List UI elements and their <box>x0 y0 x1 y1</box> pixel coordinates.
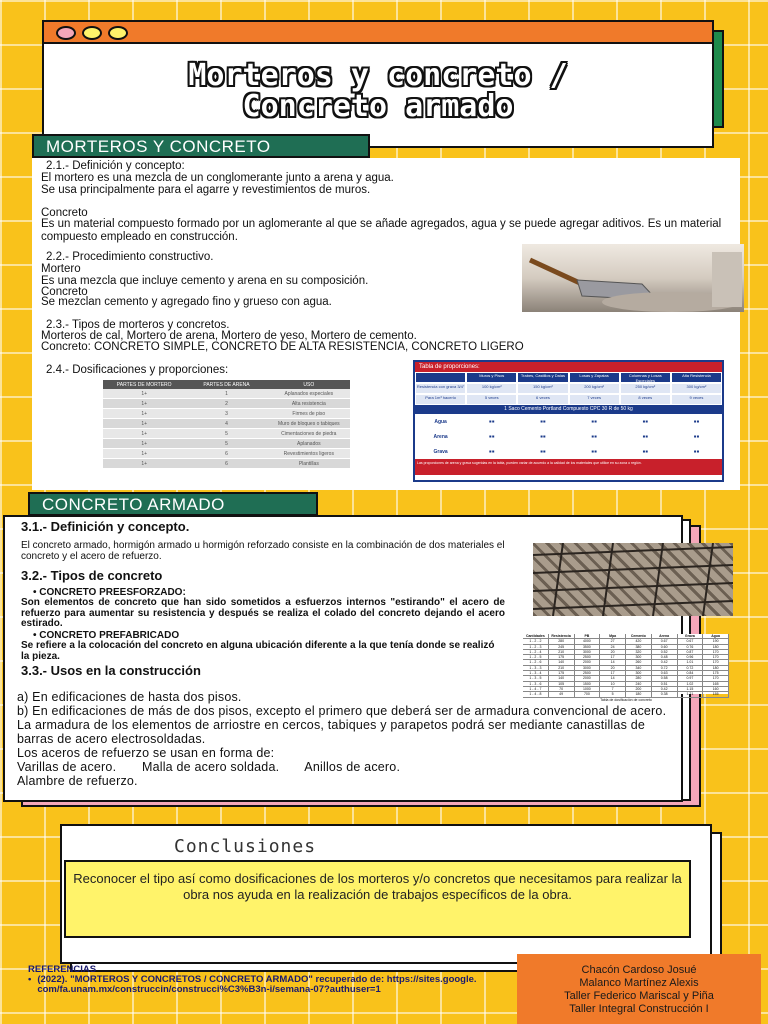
concrete-cell: 180 <box>703 645 729 649</box>
concreto-definition: Es un material compuesto formado por un aglomerante al que se añade agregados, agua y se puede agregar aditivos. Es un material compuesto empleado en construcción. <box>41 218 722 243</box>
bucket-icon: ▪▪ <box>540 447 546 456</box>
h32: 3.2.- Tipos de concreto <box>21 568 163 583</box>
dosage-cell: 5 <box>225 440 228 447</box>
concrete-header-cell: Resistencia <box>549 634 575 638</box>
concrete-cell: 170 <box>703 676 729 680</box>
bucket-icon: ▪▪ <box>591 447 597 456</box>
concrete-cell: 180 <box>626 692 652 696</box>
concrete-cell: 245 <box>549 645 575 649</box>
proportions-cell: 6 veces <box>517 394 568 405</box>
concrete-cell: 0.96 <box>678 655 704 659</box>
concrete-cell: 2500 <box>575 655 601 659</box>
concrete-cell: 340 <box>626 666 652 670</box>
proportions-title: Tabla de proporciones: <box>415 362 722 372</box>
bucket-icon: ▪▪ <box>540 417 546 426</box>
concrete-cell: 5 <box>600 692 626 696</box>
proportions-materials <box>415 414 722 459</box>
usos-f: Alambre de refuerzo. <box>17 774 138 788</box>
page-title-line2: Concreto armado <box>242 89 514 124</box>
concrete-cell: 1.01 <box>678 660 704 664</box>
concrete-cell: 280 <box>549 639 575 643</box>
tipos-concreto: Concreto: CONCRETO SIMPLE, CONCRETO DE ALTA RESISTENCIA, CONCRETO LIGERO <box>41 341 524 353</box>
concrete-cell: 4000 <box>575 639 601 643</box>
bucket-icon: ▪▪ <box>693 432 700 441</box>
concrete-cell: 3000 <box>575 650 601 654</box>
concrete-cell: 1.21 <box>678 692 704 696</box>
dosage-cell: 4 <box>225 420 228 427</box>
concrete-cell: 20 <box>600 666 626 670</box>
dosage-cell: 3 <box>225 410 228 417</box>
reference-bullet: • <box>28 974 32 985</box>
proportions-row-volume <box>415 394 722 405</box>
dosage-cell: 1 <box>225 390 228 397</box>
proportions-header-cell: Columnas y Losas Especiales <box>620 372 671 383</box>
def-mortero-1: El mortero es una mezcla de un conglomerante junto a arena y agua. <box>41 172 394 184</box>
usos-c: La armadura de los elementos de arriostre en cercos, tabiques y parapetos podrá ser mediante canastillas de barras de acero electrosoldadas. <box>17 718 645 746</box>
dosage-cell: Muro de bloques o tabiques <box>277 420 340 427</box>
bullet-prefabricado-text: Se refiere a la colocación del concreto en alguna ubicación diferente a la que tenía donde se realizó la pieza. <box>21 640 495 662</box>
section-band-morteros: MORTEROS Y CONCRETO <box>32 134 370 158</box>
proportions-cell: 100 kg/cm² <box>466 383 517 394</box>
concrete-cell: 1 - 2 - 2 <box>523 639 549 643</box>
dosage-cell: 5 <box>225 430 228 437</box>
concrete-cell: 1 - 4 - 7 <box>523 687 549 691</box>
bucket-icon: ▪▪ <box>642 417 649 426</box>
dosage-cell: 1+ <box>141 400 148 407</box>
author-2: Malanco Martínez Alexis <box>579 977 699 989</box>
concrete-cell: 0.97 <box>678 676 704 680</box>
concrete-cell: 70 <box>549 687 575 691</box>
dosage-table-row <box>103 439 350 449</box>
dosage-cell: Aplanados <box>297 440 321 447</box>
concrete-cell: 175 <box>549 671 575 675</box>
proportions-cell: 8 veces <box>620 394 671 405</box>
concrete-header-cell: Mpa <box>600 634 626 638</box>
concrete-cell: 155 <box>703 692 729 696</box>
concrete-cell: 1 - 3 - 6 <box>523 682 549 686</box>
concrete-cell: 190 <box>703 639 729 643</box>
concrete-cell: 1 - 2 - 6 <box>523 660 549 664</box>
references <box>28 965 498 995</box>
concrete-cell: 0.72 <box>678 666 704 670</box>
dosage-table-row <box>103 399 350 409</box>
proportions-cell: 9 veces <box>671 394 722 405</box>
dosage-cell: Revestimientos ligeros <box>283 450 334 457</box>
material-label: Agua <box>434 418 447 425</box>
tipos-heading: 2.3.- Tipos de morteros y concretos. <box>46 319 230 331</box>
concrete-cell: 14 <box>600 660 626 664</box>
dosage-cell: 1+ <box>141 410 148 417</box>
proc-mortero-label: Mortero <box>41 263 81 275</box>
concrete-cell: 0.67 <box>678 639 704 643</box>
concrete-cell: 175 <box>549 655 575 659</box>
bucket-icon: ▪▪ <box>591 432 597 441</box>
proportions-table <box>413 360 724 482</box>
concrete-cell: 170 <box>703 650 729 654</box>
concrete-cell: 3000 <box>575 666 601 670</box>
concrete-cell: 0.42 <box>652 687 678 691</box>
dosage-cell: 1+ <box>141 460 148 467</box>
concrete-cell: 0.67 <box>652 639 678 643</box>
concrete-cell: 140 <box>549 676 575 680</box>
concrete-cell: 10 <box>600 682 626 686</box>
concrete-cell: 700 <box>575 692 601 696</box>
dosage-table-row <box>103 389 350 399</box>
dosage-table <box>103 380 350 470</box>
bucket-icon: ▪▪ <box>642 447 649 456</box>
proportions-cell: 150 kg/cm² <box>517 383 568 394</box>
dosage-cell: 1+ <box>141 450 148 457</box>
dosage-table-row <box>103 429 350 439</box>
workshop-name: Taller Federico Mariscal y Piña <box>564 990 714 1002</box>
proc-concreto-text: Se mezclan cemento y agregado fino y grueso con agua. <box>41 296 332 308</box>
concrete-cell: 380 <box>626 645 652 649</box>
dosage-table-row <box>103 449 350 459</box>
proc-concreto-label: Concreto <box>41 286 88 298</box>
usos-b: b) En edificaciones de más de dos pisos, excepto el primero que deberá ser de armadura convencional de acero. <box>17 704 667 718</box>
concrete-cell: 14 <box>600 676 626 680</box>
proportions-cell: Para 1m³ hacerlo <box>415 394 466 405</box>
concrete-cell: 0.52 <box>652 650 678 654</box>
bucket-icon: ▪▪ <box>488 432 495 441</box>
bullet-preesforzado-title: • CONCRETO PREESFORZADO: <box>33 587 186 598</box>
concrete-cell: 1 - 2 - 4 <box>523 650 549 654</box>
concrete-cell: 1500 <box>575 682 601 686</box>
bucket-icon: ▪▪ <box>488 417 495 426</box>
concrete-header-cell: Agua <box>703 634 729 638</box>
title-window <box>42 20 714 148</box>
proportions-material-row <box>415 429 722 444</box>
proportions-header-cell: Alta Resistencia <box>671 372 722 383</box>
concrete-cell: 210 <box>549 666 575 670</box>
concrete-cell: 0.76 <box>678 645 704 649</box>
dosage-header-arena: PARTES DE ARENA <box>203 381 250 388</box>
proportions-cell: 250 kg/cm² <box>620 383 671 394</box>
dosage-cell: 1+ <box>141 440 148 447</box>
bucket-icon: ▪▪ <box>693 447 700 456</box>
prefabricado-title-text: CONCRETO PREFABRICADO <box>39 630 180 641</box>
concrete-cell: 170 <box>703 655 729 659</box>
rebar-mesh-photo <box>533 543 733 616</box>
def-mortero-2: Se usa principalmente para el agarre y revestimientos de muros. <box>41 184 371 196</box>
usos-text <box>17 690 681 788</box>
dosage-cell: 2 <box>225 400 228 407</box>
concrete-cell: 17 <box>600 671 626 675</box>
concrete-cell: 160 <box>703 687 729 691</box>
concrete-cell: 0.63 <box>652 671 678 675</box>
concrete-cell: 3500 <box>575 645 601 649</box>
concrete-cell: 2000 <box>575 676 601 680</box>
bullet-prefabricado-title: • CONCRETO PREFABRICADO <box>33 630 180 641</box>
concrete-cell: 1000 <box>575 687 601 691</box>
proportions-cell: 7 veces <box>569 394 620 405</box>
preesforzado-title-text: CONCRETO PREESFORZADO: <box>39 587 186 598</box>
proportions-cell: Resistencia con grava 3/4" <box>415 383 466 394</box>
concrete-table-body <box>523 639 729 697</box>
bucket-icon: ▪▪ <box>540 432 546 441</box>
concrete-cell: 140 <box>549 660 575 664</box>
dosage-table-body <box>103 389 350 469</box>
page-title <box>44 60 712 122</box>
concrete-cell: 1 - 2 - 3 <box>523 645 549 649</box>
bullet-preesforzado-text: Son elementos de concreto que han sido sometidos a esfuerzos internos "estirando" el acero de refuerzo para aumentar su resistencia y después se realiza el colado del concreto dejando el acero estirado. <box>21 597 505 629</box>
window-dot-yellow <box>82 26 102 40</box>
concrete-cell: 170 <box>703 660 729 664</box>
trowel-illustration <box>522 244 744 312</box>
concrete-header-cell: Arena <box>652 634 678 638</box>
concrete-cell: 175 <box>703 671 729 675</box>
concrete-cell: 17 <box>600 655 626 659</box>
usos-a: a) En edificaciones de hasta dos pisos. <box>17 690 242 704</box>
dosage-table-row <box>103 419 350 429</box>
material-label: Grava <box>433 448 448 455</box>
conclusions-text: Reconocer el tipo así como dosificaciones de los morteros y/o concretos que necesitamos para realizar la obra nos ayuda en la realización de trabajos específicos de la obra. <box>64 860 691 938</box>
bucket-icon: ▪▪ <box>591 417 597 426</box>
concrete-cell: 49 <box>549 692 575 696</box>
dosage-header-mortero: PARTES DE MORTERO <box>116 381 172 388</box>
section-band-armado: CONCRETO ARMADO <box>28 492 318 516</box>
concrete-cell: 210 <box>549 650 575 654</box>
concrete-header-cell: Cantidades <box>523 634 549 638</box>
bucket-icon: ▪▪ <box>642 432 649 441</box>
mortar-trowel-photo <box>522 244 744 312</box>
reference-item <box>28 975 498 995</box>
concrete-cell: 0.87 <box>678 650 704 654</box>
concrete-cell: 0.58 <box>652 676 678 680</box>
references-label: REFERENCIAS <box>28 964 97 975</box>
proportions-row-resistance <box>415 383 722 394</box>
proportions-cell: 200 kg/cm² <box>569 383 620 394</box>
concrete-cell: 20 <box>600 650 626 654</box>
concrete-cell: 24 <box>600 645 626 649</box>
dosage-cell: 1+ <box>141 430 148 437</box>
concrete-cell: 0.38 <box>652 692 678 696</box>
h31: 3.1.- Definición y concepto. <box>21 519 190 534</box>
concrete-cell: 200 <box>626 687 652 691</box>
concrete-cell: 165 <box>703 682 729 686</box>
concrete-header-cell: Cemento <box>626 634 652 638</box>
dosage-cell: 6 <box>225 450 228 457</box>
proportions-header-cell <box>415 372 466 383</box>
concrete-cell: 1 - 3 - 5 <box>523 676 549 680</box>
proportions-header-cell: Muros y Pisos <box>466 372 517 383</box>
concrete-cell: 105 <box>549 682 575 686</box>
dosage-cell: Firmes de piso <box>292 410 326 417</box>
def-heading: 2.1.- Definición y concepto: <box>46 160 185 172</box>
concrete-cell: 0.72 <box>652 666 678 670</box>
page-title-line1: Morteros y concreto / <box>188 58 568 93</box>
concrete-cell: 1 - 3 - 4 <box>523 671 549 675</box>
proportions-note: Las proporciones de arena y grava sugeridas en la tabla, pueden variar de acuerdo a la calidad de los materiales que utilice en su zona o región. <box>415 459 722 475</box>
proc-heading: 2.2.- Procedimiento constructivo. <box>46 251 214 263</box>
armado-definition: El concreto armado, hormigón armado u hormigón reforzado consiste en la combinación de dos materiales el concreto y el acero de refuerzo. <box>21 540 505 562</box>
concrete-cell: 240 <box>626 682 652 686</box>
concrete-cell: 27 <box>600 639 626 643</box>
concrete-cell: 0.51 <box>652 682 678 686</box>
concreto-label: Concreto <box>41 207 88 219</box>
proportions-header <box>415 372 722 383</box>
conclusions-title: Conclusiones <box>174 836 317 857</box>
dosage-table-row <box>103 459 350 469</box>
usos-d: Los aceros de refuerzo se usan en forma de: <box>17 746 275 760</box>
h33: 3.3.- Usos en la construcción <box>21 663 201 678</box>
concrete-cell: 300 <box>626 655 652 659</box>
concrete-table-caption: Tabla de dosificación de concreto <box>600 697 652 702</box>
dosage-cell: Plantillas <box>298 460 319 467</box>
concrete-cell: 180 <box>703 666 729 670</box>
proportions-material-row <box>415 444 722 459</box>
dosage-cell: 1+ <box>141 420 148 427</box>
concrete-cell: 0.48 <box>652 655 678 659</box>
concrete-dosage-table <box>523 634 729 702</box>
dosif-heading: 2.4.- Dosificaciones y proporciones: <box>46 364 229 376</box>
dosage-table-header <box>103 380 350 389</box>
proportions-material-row <box>415 414 722 429</box>
dosage-cell: Cimentaciones de piedra <box>281 430 337 437</box>
proportions-header-cell: Trabes, Castillos y Dalas <box>517 372 568 383</box>
proportions-cell: 5 veces <box>466 394 517 405</box>
reference-text: (2022). "MORTEROS Y CONCRETOS / CONCRETO ARMADO" recuperado de: https://sites.google.com/fa.unam.mx/construccin/construcci%C3%B3n-i/semana-07?authuser=1 <box>37 974 477 995</box>
concrete-cell: 0.84 <box>678 671 704 675</box>
concrete-cell: 280 <box>626 676 652 680</box>
material-label: Arena <box>433 433 448 440</box>
concrete-cell: 260 <box>626 660 652 664</box>
concrete-cell: 420 <box>626 639 652 643</box>
concrete-header-cell: Grava <box>678 634 704 638</box>
concrete-cell: 1 - 4 - 8 <box>523 692 549 696</box>
concrete-cell: 320 <box>626 650 652 654</box>
dosage-cell: Alta resistencia <box>291 400 326 407</box>
proportions-cement-row: 1 Saco Cemento Portland Compuesto CPC 30 R de 50 kg <box>415 405 722 414</box>
bucket-icon: ▪▪ <box>693 417 700 426</box>
dosage-cell: Aplanados especiales <box>284 390 334 397</box>
window-dot-yellow-2 <box>108 26 128 40</box>
concrete-cell: 1 - 2 - 5 <box>523 655 549 659</box>
title-window-bar <box>44 22 712 44</box>
course-name: Taller Integral Construcción I <box>569 1003 709 1015</box>
author-1: Chacón Cardoso Josué <box>581 964 697 976</box>
bucket-icon: ▪▪ <box>488 447 495 456</box>
concrete-header-cell: PB <box>575 634 601 638</box>
usos-e: Varillas de acero. Malla de acero soldada. Anillos de acero. <box>17 760 401 774</box>
proportions-cell: 300 kg/cm² <box>671 383 722 394</box>
tipos-morteros: Morteros de cal, Mortero de arena, Mortero de yeso, Mortero de cemento. <box>41 330 417 342</box>
proc-mortero-text: Es una mezcla que incluye cemento y arena en su composición. <box>41 275 369 287</box>
authors-box <box>517 954 761 1024</box>
concrete-cell: 2500 <box>575 671 601 675</box>
concrete-cell: 300 <box>626 671 652 675</box>
concrete-cell: 2000 <box>575 660 601 664</box>
proportions-header-cell: Losas y Zapatas <box>569 372 620 383</box>
dosage-cell: 6 <box>225 460 228 467</box>
concrete-cell: 7 <box>600 687 626 691</box>
concrete-cell: 0.42 <box>652 660 678 664</box>
conclusions-panel <box>60 824 712 964</box>
concrete-cell: 1.02 <box>678 682 704 686</box>
rebar-grid-illustration <box>533 543 733 616</box>
concrete-cell: 1.15 <box>678 687 704 691</box>
window-dot-pink <box>56 26 76 40</box>
dosage-table-row <box>103 409 350 419</box>
dosage-cell: 1+ <box>141 390 148 397</box>
concrete-cell: 0.60 <box>652 645 678 649</box>
dosage-header-uso: USO <box>303 381 315 388</box>
concrete-cell: 1 - 3 - 3 <box>523 666 549 670</box>
